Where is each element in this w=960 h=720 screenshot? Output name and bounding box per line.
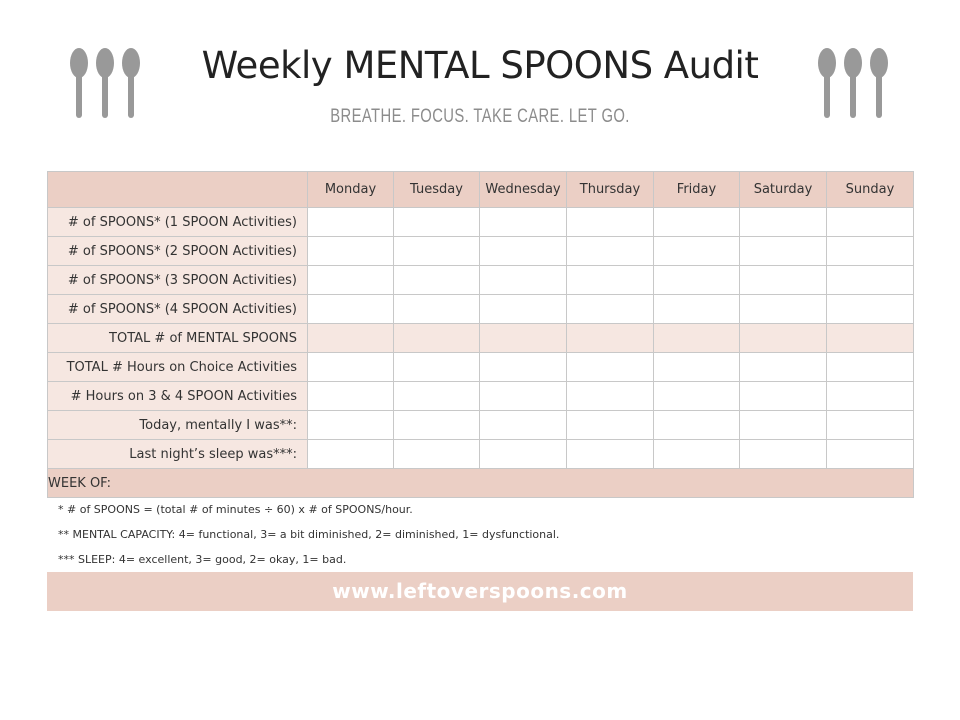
entry-cell-tuesday[interactable] xyxy=(394,237,480,266)
entry-cell-saturday[interactable] xyxy=(740,411,827,440)
table-row xyxy=(48,295,914,324)
row-label: # of SPOONS* (3 SPOON Activities) xyxy=(48,266,308,295)
entry-cell-friday[interactable] xyxy=(654,266,740,295)
day-header-monday: Monday xyxy=(308,172,394,208)
table-row xyxy=(48,411,914,440)
entry-cell-saturday[interactable] xyxy=(740,353,827,382)
week-of-label[interactable]: WEEK OF: xyxy=(48,469,914,498)
entry-cell-thursday[interactable] xyxy=(567,411,654,440)
entry-cell-monday[interactable] xyxy=(308,324,394,353)
entry-cell-tuesday[interactable] xyxy=(394,440,480,469)
row-label: # of SPOONS* (1 SPOON Activities) xyxy=(48,208,308,237)
table-row xyxy=(48,237,914,266)
table-row xyxy=(48,266,914,295)
entry-cell-sunday[interactable] xyxy=(827,440,914,469)
page-subtitle: BREATHE. FOCUS. TAKE CARE. LET GO. xyxy=(330,106,630,127)
entry-cell-thursday[interactable] xyxy=(567,353,654,382)
entry-cell-tuesday[interactable] xyxy=(394,324,480,353)
week-of-row xyxy=(48,469,914,498)
entry-cell-monday[interactable] xyxy=(308,266,394,295)
entry-cell-monday[interactable] xyxy=(308,353,394,382)
entry-cell-thursday[interactable] xyxy=(567,208,654,237)
corner-cell xyxy=(48,172,308,208)
entry-cell-friday[interactable] xyxy=(654,411,740,440)
entry-cell-saturday[interactable] xyxy=(740,266,827,295)
entry-cell-monday[interactable] xyxy=(308,295,394,324)
entry-cell-monday[interactable] xyxy=(308,440,394,469)
entry-cell-thursday[interactable] xyxy=(567,266,654,295)
footnote-mental-capacity: ** MENTAL CAPACITY: 4= functional, 3= a bit diminished, 2= diminished, 1= dysfunctional. xyxy=(58,528,560,541)
entry-cell-saturday[interactable] xyxy=(740,295,827,324)
entry-cell-monday[interactable] xyxy=(308,208,394,237)
entry-cell-tuesday[interactable] xyxy=(394,382,480,411)
entry-cell-tuesday[interactable] xyxy=(394,411,480,440)
day-header-sunday: Sunday xyxy=(827,172,914,208)
row-label: Today, mentally I was**: xyxy=(48,411,308,440)
footnotes xyxy=(58,500,908,575)
day-header-saturday: Saturday xyxy=(740,172,827,208)
entry-cell-sunday[interactable] xyxy=(827,266,914,295)
entry-cell-wednesday[interactable] xyxy=(480,324,567,353)
entry-cell-friday[interactable] xyxy=(654,440,740,469)
audit-table xyxy=(47,171,914,498)
entry-cell-thursday[interactable] xyxy=(567,382,654,411)
entry-cell-sunday[interactable] xyxy=(827,208,914,237)
entry-cell-saturday[interactable] xyxy=(740,237,827,266)
entry-cell-monday[interactable] xyxy=(308,237,394,266)
entry-cell-sunday[interactable] xyxy=(827,411,914,440)
entry-cell-sunday[interactable] xyxy=(827,237,914,266)
entry-cell-wednesday[interactable] xyxy=(480,382,567,411)
table-row xyxy=(48,324,914,353)
header-row xyxy=(48,172,914,208)
entry-cell-saturday[interactable] xyxy=(740,324,827,353)
entry-cell-friday[interactable] xyxy=(654,353,740,382)
table-row xyxy=(48,353,914,382)
entry-cell-wednesday[interactable] xyxy=(480,411,567,440)
entry-cell-thursday[interactable] xyxy=(567,237,654,266)
entry-cell-tuesday[interactable] xyxy=(394,295,480,324)
entry-cell-sunday[interactable] xyxy=(827,295,914,324)
entry-cell-sunday[interactable] xyxy=(827,353,914,382)
entry-cell-wednesday[interactable] xyxy=(480,237,567,266)
table-row xyxy=(48,440,914,469)
row-label: # of SPOONS* (4 SPOON Activities) xyxy=(48,295,308,324)
entry-cell-friday[interactable] xyxy=(654,237,740,266)
page-title: Weekly MENTAL SPOONS Audit xyxy=(201,44,759,87)
footnote-spoons: * # of SPOONS = (total # of minutes ÷ 60) x # of SPOONS/hour. xyxy=(58,503,413,516)
entry-cell-tuesday[interactable] xyxy=(394,208,480,237)
day-header-friday: Friday xyxy=(654,172,740,208)
entry-cell-monday[interactable] xyxy=(308,411,394,440)
footnote-sleep: *** SLEEP: 4= excellent, 3= good, 2= okay, 1= bad. xyxy=(58,553,347,566)
entry-cell-tuesday[interactable] xyxy=(394,353,480,382)
entry-cell-wednesday[interactable] xyxy=(480,266,567,295)
row-label: # Hours on 3 & 4 SPOON Activities xyxy=(48,382,308,411)
entry-cell-wednesday[interactable] xyxy=(480,353,567,382)
row-label: Last night’s sleep was***: xyxy=(48,440,308,469)
entry-cell-thursday[interactable] xyxy=(567,295,654,324)
entry-cell-monday[interactable] xyxy=(308,382,394,411)
entry-cell-wednesday[interactable] xyxy=(480,440,567,469)
table-row xyxy=(48,208,914,237)
row-label: # of SPOONS* (2 SPOON Activities) xyxy=(48,237,308,266)
entry-cell-saturday[interactable] xyxy=(740,382,827,411)
website-url: www.leftoverspoons.com xyxy=(47,572,913,611)
entry-cell-friday[interactable] xyxy=(654,324,740,353)
day-header-thursday: Thursday xyxy=(567,172,654,208)
entry-cell-sunday[interactable] xyxy=(827,324,914,353)
table-row xyxy=(48,382,914,411)
entry-cell-thursday[interactable] xyxy=(567,440,654,469)
entry-cell-sunday[interactable] xyxy=(827,382,914,411)
row-label: TOTAL # of MENTAL SPOONS xyxy=(48,324,308,353)
entry-cell-wednesday[interactable] xyxy=(480,295,567,324)
row-label: TOTAL # Hours on Choice Activities xyxy=(48,353,308,382)
entry-cell-friday[interactable] xyxy=(654,295,740,324)
entry-cell-friday[interactable] xyxy=(654,382,740,411)
entry-cell-wednesday[interactable] xyxy=(480,208,567,237)
entry-cell-saturday[interactable] xyxy=(740,208,827,237)
day-header-wednesday: Wednesday xyxy=(480,172,567,208)
entry-cell-thursday[interactable] xyxy=(567,324,654,353)
entry-cell-tuesday[interactable] xyxy=(394,266,480,295)
entry-cell-saturday[interactable] xyxy=(740,440,827,469)
day-header-tuesday: Tuesday xyxy=(394,172,480,208)
entry-cell-friday[interactable] xyxy=(654,208,740,237)
